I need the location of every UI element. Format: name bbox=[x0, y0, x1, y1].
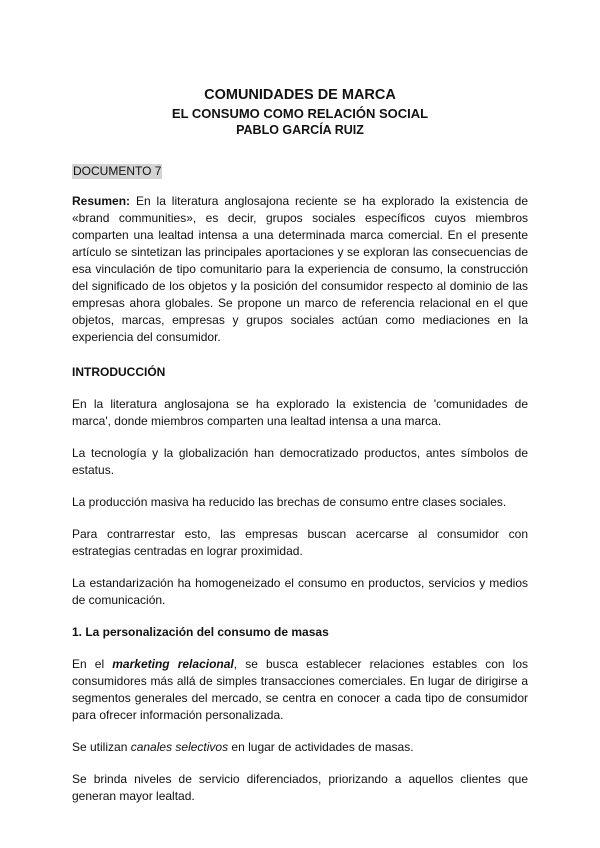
intro-paragraph: La producción masiva ha reducido las brechas de consumo entre clases sociales. bbox=[72, 495, 507, 509]
paragraph-text: en lugar de actividades de masas. bbox=[228, 740, 414, 754]
document-author: PABLO GARCÍA RUIZ bbox=[236, 123, 364, 137]
document-title: COMUNIDADES DE MARCA bbox=[204, 87, 396, 103]
paragraph-text: En el bbox=[72, 657, 113, 671]
introduction-heading: INTRODUCCIÓN bbox=[72, 365, 166, 379]
intro-paragraph: La estandarización ha homogeneizado el consumo en productos, servicios y medios de comunicación. bbox=[72, 576, 528, 607]
title-block bbox=[72, 86, 528, 138]
section1-paragraph bbox=[72, 656, 528, 724]
section1-paragraph bbox=[72, 739, 528, 756]
document-page bbox=[72, 86, 528, 820]
abstract-text: En la literatura anglosajona reciente se ha explorado la existencia de «brand communities», es decir, grupos sociales específicos cuyos miembros comparten una lealtad intensa a una determinada marca comercial. En el presente artículo se sintetizan las principales aportaciones y se exploran las consecuencias de esa vinculación de tipo comunitario para la experiencia de consumo, la construcción del significado de los objetos y la posición del consumidor respecto al dominio de las empresas ahora globales. Se propone un marco de referencia relacional en el que objetos, marcas, empresas y grupos sociales actúan como mediaciones en la experiencia del consumidor. bbox=[72, 194, 528, 344]
document-label: DOCUMENTO 7 bbox=[73, 164, 162, 178]
paragraph-text: , se busca establecer relaciones estables con los consumidores más allá de simples transacciones comerciales. En lugar de dirigirse a segmentos generales del mercado, se centra en conocer a cada tipo de consumidor para ofrecer información personalizada. bbox=[72, 657, 529, 722]
abstract-paragraph bbox=[72, 193, 528, 346]
section1-paragraph: Se brinda niveles de servicio diferenciados, priorizando a aquellos clientes que generan mayor lealtad. bbox=[72, 772, 528, 803]
section1-heading: 1. La personalización del consumo de masas bbox=[72, 625, 329, 639]
intro-paragraph: La tecnología y la globalización han democratizado productos, antes símbolos de estatus. bbox=[72, 446, 528, 477]
emphasis-marketing-relacional: marketing relacional bbox=[112, 657, 234, 671]
document-subtitle: EL CONSUMO COMO RELACIÓN SOCIAL bbox=[171, 106, 429, 121]
abstract-label: Resumen: bbox=[72, 194, 131, 208]
emphasis-canales-selectivos: canales selectivos bbox=[130, 740, 229, 754]
intro-paragraph: Para contrarrestar esto, las empresas buscan acercarse al consumidor con estrategias centradas en lograr proximidad. bbox=[72, 527, 528, 558]
paragraph-text: Se utilizan bbox=[72, 740, 131, 754]
intro-paragraph: En la literatura anglosajona se ha explorado la existencia de 'comunidades de marca', donde miembros comparten una lealtad intensa a una marca. bbox=[72, 397, 528, 428]
